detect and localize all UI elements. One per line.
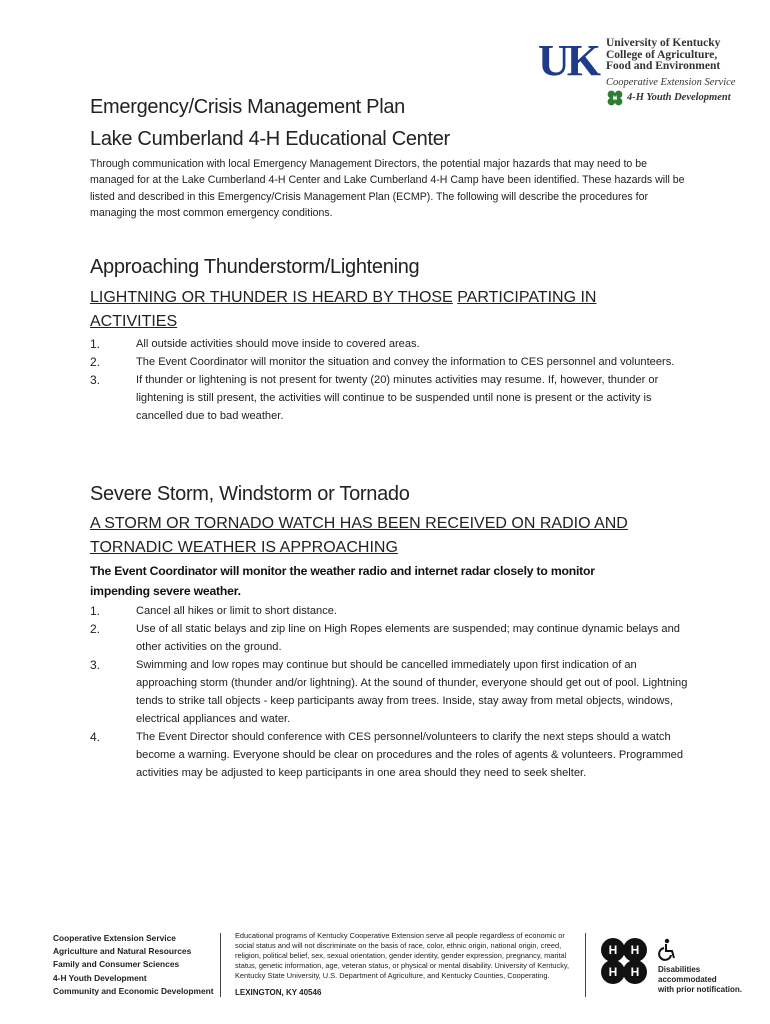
- four-leaf-clover-icon: [606, 89, 624, 107]
- item-number: 2.: [90, 622, 101, 636]
- svg-text:H: H: [608, 943, 618, 957]
- institution-line-2: College of Agriculture,: [606, 48, 718, 61]
- youth-program-label: 4-H Youth Development: [627, 92, 731, 103]
- subheading-part-2: PARTICIPATING IN ACTIVITIES: [90, 289, 597, 330]
- disability-line: Disabilities: [658, 965, 701, 974]
- thunderstorm-procedure-list: [90, 335, 690, 425]
- four-h-clover-icon: [596, 933, 652, 989]
- item-text: The Event Director should conference with CES personnel/volunteers to clarify the next steps should a watch become a warning. Everyone should be clear on procedures and the roles of agents & volunteers. Programmed activities may be adjusted to keep participants in one area should they need to seek shelter.: [136, 731, 683, 779]
- list-item: [90, 728, 690, 782]
- footer-statement: Educational programs of Kentucky Cooperative Extension serve all people regardless of economic or social status and will not discriminate on the basis of race, color, ethnic origin, national origin, creed, religion, political belief, sex, sexual orientation, gender identity, gender expression, pregnancy, marital status, genetic information, age, veteran status, or physical or mental disability. University of Kentucky, Kentucky State University, U.S. Department of Agriculture, and Kentucky Counties, Cooperating.: [235, 931, 570, 980]
- list-item: [90, 353, 690, 371]
- item-number: 3.: [90, 373, 101, 387]
- footer-program-item: Family and Consumer Sciences: [53, 959, 180, 970]
- institution-line-3: Food and Environment: [606, 60, 721, 72]
- item-number: 4.: [90, 730, 101, 744]
- extension-service-label: Cooperative Extension Service: [606, 76, 736, 88]
- footer-program-item: Cooperative Extension Service: [53, 933, 176, 943]
- item-text: If thunder or lightening is not present for twenty (20) minutes activities may resume. If, however, thunder or lightening is still present, the activities will continue to be suspended until none is present or the activity is cancelled due to bad weather.: [136, 374, 659, 422]
- intro-paragraph: Through communication with local Emergency Management Directors, the potential major hazards that may need to be managed for at the Lake Cumberland 4-H Center and Lake Cumberland 4-H Camp have been identified. These hazards will be listed and described in this Emergency/Crisis Management Plan (ECMP). The following will describe the procedures for managing the most common emergency conditions.: [90, 158, 685, 219]
- uk-logo-icon: UK: [538, 36, 598, 85]
- footer-programs: [53, 932, 214, 998]
- severe-storm-procedure-list: [90, 602, 690, 782]
- section-thunderstorm-subheading: [90, 286, 680, 334]
- svg-text:H: H: [630, 965, 640, 979]
- item-number: 1.: [90, 604, 101, 618]
- footer-program-item: Community and Economic Development: [53, 985, 214, 996]
- section-thunderstorm-heading: Approaching Thunderstorm/Lightening: [90, 256, 420, 278]
- institution-line-1: University of Kentucky: [606, 37, 721, 49]
- section-severe-storm-heading: Severe Storm, Windstorm or Tornado: [90, 483, 410, 505]
- list-item: [90, 620, 690, 656]
- item-number: 3.: [90, 658, 101, 672]
- monitor-note: The Event Coordinator will monitor the weather radio and internet radar closely to monitor impending severe weather.: [90, 564, 595, 598]
- page-title-line-2: Lake Cumberland 4-H Educational Center: [90, 128, 450, 150]
- list-item: [90, 335, 690, 353]
- disability-notice: [658, 965, 742, 995]
- svg-text:H: H: [612, 94, 618, 102]
- item-text: Swimming and low ropes may continue but should be cancelled immediately upon first indication of an approaching storm (thunder and/or lightning). At the sound of thunder, everyone should get out of pool. Lightning tends to strike tall objects - keep participants away from trees. Inside, stay away from metal objects, windows, electrical appliances and water.: [136, 659, 688, 725]
- footer-program-item: 4-H Youth Development: [53, 972, 147, 983]
- wheelchair-icon: [658, 938, 678, 962]
- list-item: [90, 371, 690, 425]
- disability-line: with prior notification.: [658, 985, 742, 994]
- svg-text:H: H: [630, 943, 640, 957]
- item-number: 2.: [90, 355, 101, 369]
- disability-line: accommodated: [658, 975, 717, 984]
- section-severe-storm-subheading: A STORM OR TORNADO WATCH HAS BEEN RECEIVED ON RADIO AND TORNADIC WEATHER IS APPROACHING: [90, 515, 628, 556]
- item-text: Use of all static belays and zip line on High Ropes elements are suspended; may continue dynamic belays and other activities on the ground.: [136, 623, 680, 653]
- item-text: The Event Coordinator will monitor the situation and convey the information to CES personnel and volunteers.: [136, 356, 675, 368]
- footer-program-item: Agriculture and Natural Resources: [53, 946, 192, 957]
- item-text: All outside activities should move inside to covered areas.: [136, 338, 420, 350]
- subheading-part-1: LIGHTNING OR THUNDER IS HEARD BY THOSE: [90, 289, 453, 306]
- footer-city: LEXINGTON, KY 40546: [235, 988, 322, 997]
- item-text: Cancel all hikes or limit to short distance.: [136, 605, 338, 617]
- footer-divider: [585, 933, 586, 997]
- page-title-line-1: Emergency/Crisis Management Plan: [90, 96, 405, 118]
- list-item: [90, 602, 690, 620]
- footer-divider: [220, 933, 221, 997]
- institution-block: [606, 38, 735, 89]
- list-item: [90, 656, 690, 728]
- svg-text:H: H: [608, 965, 618, 979]
- item-number: 1.: [90, 337, 101, 351]
